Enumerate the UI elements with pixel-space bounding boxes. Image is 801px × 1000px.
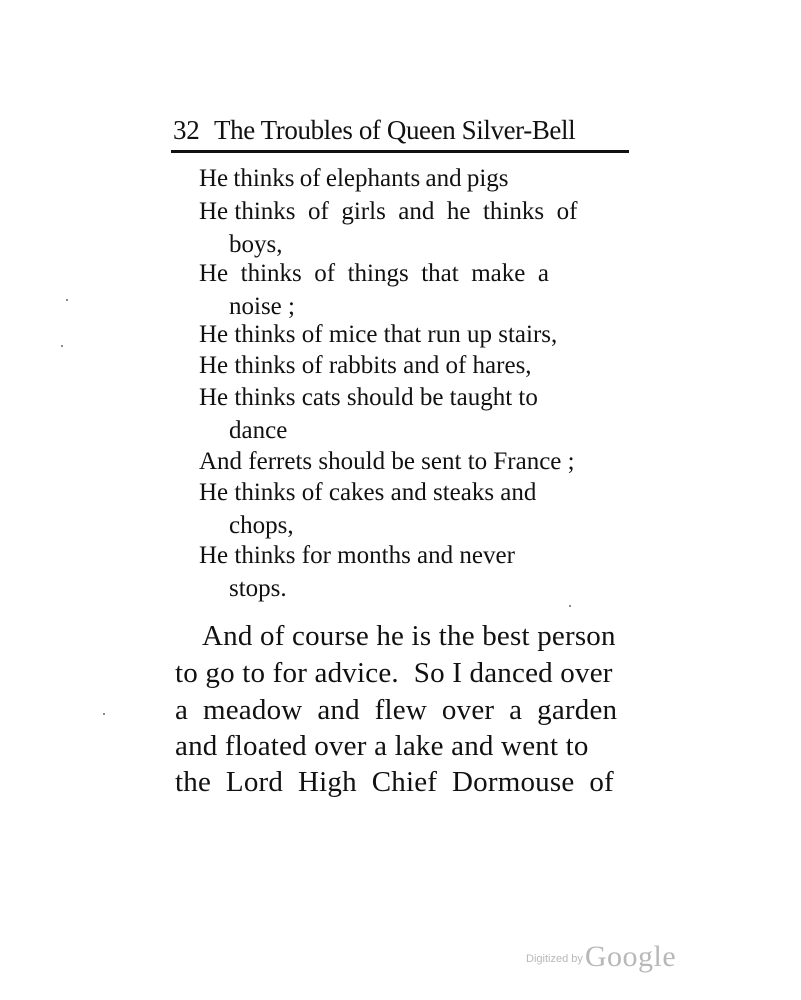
page-number: 32 (173, 115, 200, 145)
scan-speck (61, 345, 63, 347)
poem-line: stops. (229, 575, 287, 602)
prose-line: And of course he is the best person (202, 620, 616, 652)
digitized-by-google-watermark (526, 940, 676, 974)
header-rule (171, 150, 629, 153)
watermark-prefix: Digitized by (526, 953, 583, 965)
poem-line: He thinks of elephants and pigs (199, 165, 509, 192)
prose-line: and floated over a lake and went to (175, 730, 589, 762)
poem-line: He thinks of girls and he thinks of (199, 198, 578, 225)
scan-speck (66, 299, 68, 301)
running-title: The Troubles of Queen Silver-Bell (214, 115, 576, 145)
scan-speck (569, 605, 571, 607)
scan-speck (103, 713, 105, 715)
google-logo: Google (584, 940, 677, 973)
poem-line: He thinks of mice that run up stairs, (199, 321, 558, 348)
poem-line: boys, (229, 231, 283, 258)
running-header (173, 112, 628, 152)
poem-line: And ferrets should be sent to France ; (199, 448, 575, 475)
prose-line: to go to for advice. So I danced over (175, 657, 613, 689)
poem-line: dance (229, 417, 288, 444)
poem-line: He thinks of things that make a (199, 260, 549, 287)
poem-line: noise ; (229, 293, 295, 320)
poem-line: He thinks of rabbits and of hares, (199, 352, 532, 379)
prose-line: a meadow and flew over a garden (175, 694, 618, 726)
poem-line: He thinks of cakes and steaks and (199, 479, 537, 506)
prose-line: the Lord High Chief Dormouse of (175, 766, 614, 798)
poem-line: He thinks for months and never (199, 542, 515, 569)
poem-line: He thinks cats should be taught to (199, 384, 538, 411)
poem-line: chops, (229, 512, 294, 539)
